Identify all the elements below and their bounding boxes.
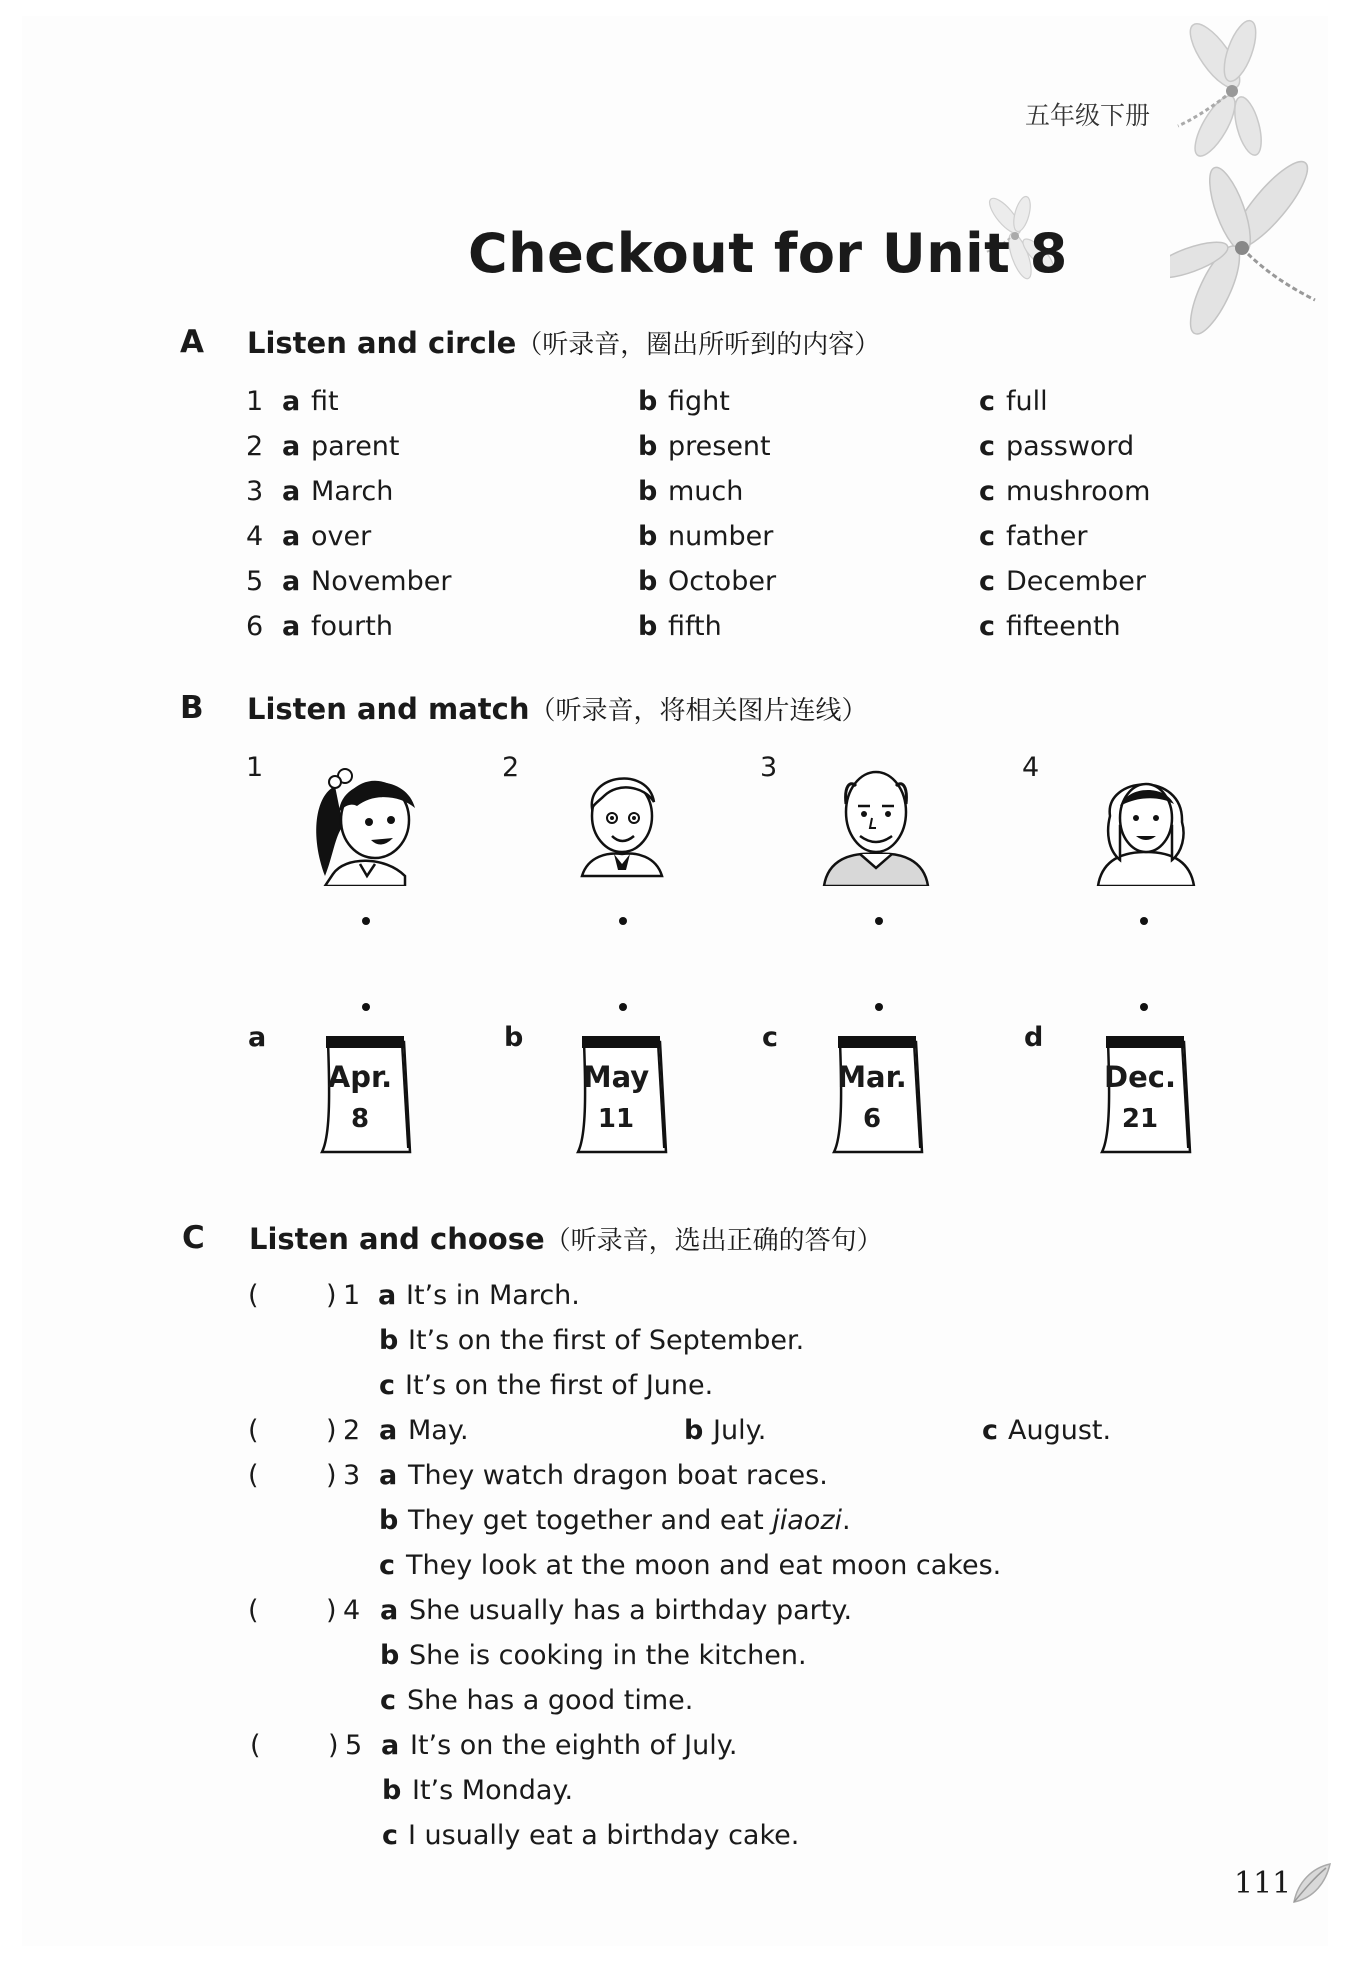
answer-blank-close: ) <box>326 1280 337 1311</box>
option-b[interactable]: number <box>668 521 774 552</box>
option-letter: c <box>979 521 996 552</box>
item-number: 4 <box>246 521 264 552</box>
match-dot-calendar-c[interactable] <box>875 1003 883 1011</box>
option-letter: a <box>282 386 301 417</box>
page-title: Checkout for Unit 8 <box>468 222 1068 285</box>
calendar-icon <box>320 1036 412 1154</box>
option-a[interactable]: parent <box>311 431 400 462</box>
calendar-day: 6 <box>862 1104 882 1134</box>
option-letter: b <box>382 1775 402 1806</box>
option-letter: a <box>381 1730 400 1761</box>
option-letter: b <box>638 386 658 417</box>
person-number: 3 <box>760 752 778 783</box>
section-a-row-4 <box>0 521 1350 565</box>
option-letter: c <box>379 1550 396 1581</box>
q5-option-a[interactable]: It’s on the eighth of July. <box>410 1730 738 1761</box>
match-dot-calendar-a[interactable] <box>362 1003 370 1011</box>
answer-blank-open[interactable]: ( <box>250 1730 261 1761</box>
question-number: 1 <box>343 1280 361 1311</box>
option-b[interactable]: fifth <box>668 611 722 642</box>
option-a[interactable]: fourth <box>311 611 393 642</box>
q5-option-b[interactable]: It’s Monday. <box>412 1775 574 1806</box>
answer-blank-close: ) <box>326 1460 337 1491</box>
match-dot-calendar-b[interactable] <box>619 1003 627 1011</box>
grandfather-icon <box>820 756 932 886</box>
calendar-day: 21 <box>1121 1104 1159 1134</box>
section-b-title <box>247 690 868 727</box>
calendar-month: May <box>582 1060 650 1094</box>
option-c[interactable]: mushroom <box>1006 476 1151 507</box>
calendar-icon <box>576 1036 668 1154</box>
match-dot-person-3[interactable] <box>875 917 883 925</box>
calendar-month: Apr. <box>327 1060 393 1094</box>
grade-label: 五年级下册 <box>1025 101 1151 130</box>
item-number: 2 <box>246 431 264 462</box>
leaf-icon <box>1290 1862 1332 1906</box>
answer-blank-close: ) <box>326 1415 337 1446</box>
option-letter: a <box>378 1280 397 1311</box>
section-c-title-en: Listen and choose <box>249 1222 545 1256</box>
q4-option-b[interactable]: She is cooking in the kitchen. <box>409 1640 807 1671</box>
q2-option-a[interactable]: May. <box>408 1415 469 1446</box>
person-number: 1 <box>246 752 264 783</box>
option-letter: c <box>380 1685 397 1716</box>
section-a-row-3 <box>0 476 1350 520</box>
person-number: 2 <box>502 752 520 783</box>
section-c-letter: C <box>182 1220 205 1256</box>
section-a-letter: A <box>180 324 204 360</box>
match-dot-person-1[interactable] <box>362 917 370 925</box>
option-c[interactable]: full <box>1006 386 1048 417</box>
question-number: 4 <box>343 1595 361 1626</box>
item-number: 6 <box>246 611 264 642</box>
calendar-day: 11 <box>597 1104 635 1134</box>
question-number: 2 <box>343 1415 361 1446</box>
person-number: 4 <box>1022 752 1040 783</box>
option-letter: b <box>638 566 658 597</box>
q2-option-b[interactable]: July. <box>713 1415 767 1446</box>
option-b[interactable]: fight <box>668 386 730 417</box>
section-a-row-2 <box>0 431 1350 475</box>
girl-ponytail-icon <box>305 756 427 886</box>
calendar-a <box>320 1036 412 1154</box>
section-a-title <box>247 324 880 361</box>
item-number: 5 <box>246 566 264 597</box>
option-letter: b <box>638 476 658 507</box>
option-letter: b <box>638 611 658 642</box>
page-number: 111 <box>1234 1866 1292 1901</box>
section-a-row-5 <box>0 566 1350 610</box>
option-letter: c <box>979 566 996 597</box>
option-letter: a <box>282 476 301 507</box>
q3-option-b-italic: jiaozi <box>772 1505 842 1536</box>
option-a[interactable]: March <box>311 476 394 507</box>
q1-option-c[interactable]: It’s on the first of June. <box>405 1370 714 1401</box>
q3-option-b-text: They get together and eat <box>408 1505 773 1536</box>
section-a-row-1 <box>0 386 1350 430</box>
q4-option-c[interactable]: She has a good time. <box>407 1685 694 1716</box>
option-letter: b <box>379 1325 399 1356</box>
option-letter: a <box>282 431 301 462</box>
section-a-title-en: Listen and circle <box>247 326 517 360</box>
option-letter: a <box>379 1415 398 1446</box>
option-b[interactable]: much <box>668 476 744 507</box>
item-number: 1 <box>246 386 264 417</box>
option-letter: a <box>282 521 301 552</box>
calendar-icon <box>1100 1036 1192 1154</box>
option-c[interactable]: December <box>1006 566 1147 597</box>
calendar-d <box>1100 1036 1192 1154</box>
section-a-title-cn: （听录音，圈出所听到的内容） <box>516 330 881 360</box>
option-letter: c <box>982 1415 999 1446</box>
woman-icon <box>1094 756 1198 886</box>
section-c-title <box>249 1220 883 1257</box>
question-number: 5 <box>345 1730 363 1761</box>
boy-icon <box>578 760 666 878</box>
option-b[interactable]: present <box>668 431 771 462</box>
q3-option-a[interactable]: They watch dragon boat races. <box>408 1460 828 1491</box>
section-b-letter: B <box>180 690 204 726</box>
option-letter: c <box>979 611 996 642</box>
q4-option-a[interactable]: She usually has a birthday party. <box>409 1595 853 1626</box>
option-letter: c <box>979 386 996 417</box>
option-letter: a <box>379 1460 398 1491</box>
option-letter: b <box>638 521 658 552</box>
option-letter: a <box>282 611 301 642</box>
calendar-month: Mar. <box>837 1060 907 1094</box>
option-letter: b <box>379 1505 399 1536</box>
option-c[interactable]: father <box>1006 521 1088 552</box>
option-b[interactable]: October <box>668 566 777 597</box>
option-letter: b <box>380 1640 400 1671</box>
calendar-letter: c <box>762 1022 779 1053</box>
option-c[interactable]: password <box>1006 431 1135 462</box>
answer-blank-close: ) <box>326 1595 337 1626</box>
answer-blank-open[interactable]: ( <box>248 1415 259 1446</box>
calendar-letter: d <box>1024 1022 1044 1053</box>
q1-option-b[interactable]: It’s on the first of September. <box>408 1325 805 1356</box>
match-dot-calendar-d[interactable] <box>1140 1003 1148 1011</box>
q5-option-c[interactable]: I usually eat a birthday cake. <box>408 1820 800 1851</box>
option-letter: a <box>380 1595 399 1626</box>
option-a[interactable]: November <box>311 566 452 597</box>
question-number: 3 <box>343 1460 361 1491</box>
item-number: 3 <box>246 476 264 507</box>
option-a[interactable]: over <box>311 521 372 552</box>
dragonfly-decoration-top-icon <box>1170 16 1280 166</box>
match-dot-person-2[interactable] <box>619 917 627 925</box>
q2-option-c[interactable]: August. <box>1008 1415 1112 1446</box>
option-letter: b <box>638 431 658 462</box>
q1-option-a[interactable]: It’s in March. <box>406 1280 580 1311</box>
section-b-title-en: Listen and match <box>247 692 530 726</box>
option-letter: b <box>684 1415 704 1446</box>
section-c-title-cn: （听录音，选出正确的答句） <box>544 1226 883 1256</box>
section-a-row-6 <box>0 611 1350 655</box>
option-letter: c <box>382 1820 399 1851</box>
option-letter: c <box>979 431 996 462</box>
option-letter: c <box>979 476 996 507</box>
answer-blank-open[interactable]: ( <box>248 1460 259 1491</box>
calendar-c <box>832 1036 924 1154</box>
calendar-day: 8 <box>350 1104 370 1134</box>
q3-option-c[interactable]: They look at the moon and eat moon cakes. <box>406 1550 1002 1581</box>
q3-option-b[interactable] <box>408 1505 851 1536</box>
calendar-icon <box>832 1036 924 1154</box>
option-a[interactable]: fit <box>311 386 339 417</box>
match-dot-person-4[interactable] <box>1140 917 1148 925</box>
section-b-title-cn: （听录音，将相关图片连线） <box>529 696 868 726</box>
dragonfly-decoration-right-icon <box>1170 150 1320 360</box>
calendar-letter: a <box>248 1022 267 1053</box>
option-letter: c <box>379 1370 396 1401</box>
answer-blank-close: ) <box>328 1730 339 1761</box>
answer-blank-open[interactable]: ( <box>248 1595 259 1626</box>
calendar-month: Dec. <box>1104 1060 1176 1094</box>
q3-option-b-end: . <box>842 1505 851 1536</box>
option-letter: a <box>282 566 301 597</box>
option-c[interactable]: fifteenth <box>1006 611 1121 642</box>
calendar-b <box>576 1036 668 1154</box>
calendar-letter: b <box>504 1022 524 1053</box>
answer-blank-open[interactable]: ( <box>248 1280 259 1311</box>
